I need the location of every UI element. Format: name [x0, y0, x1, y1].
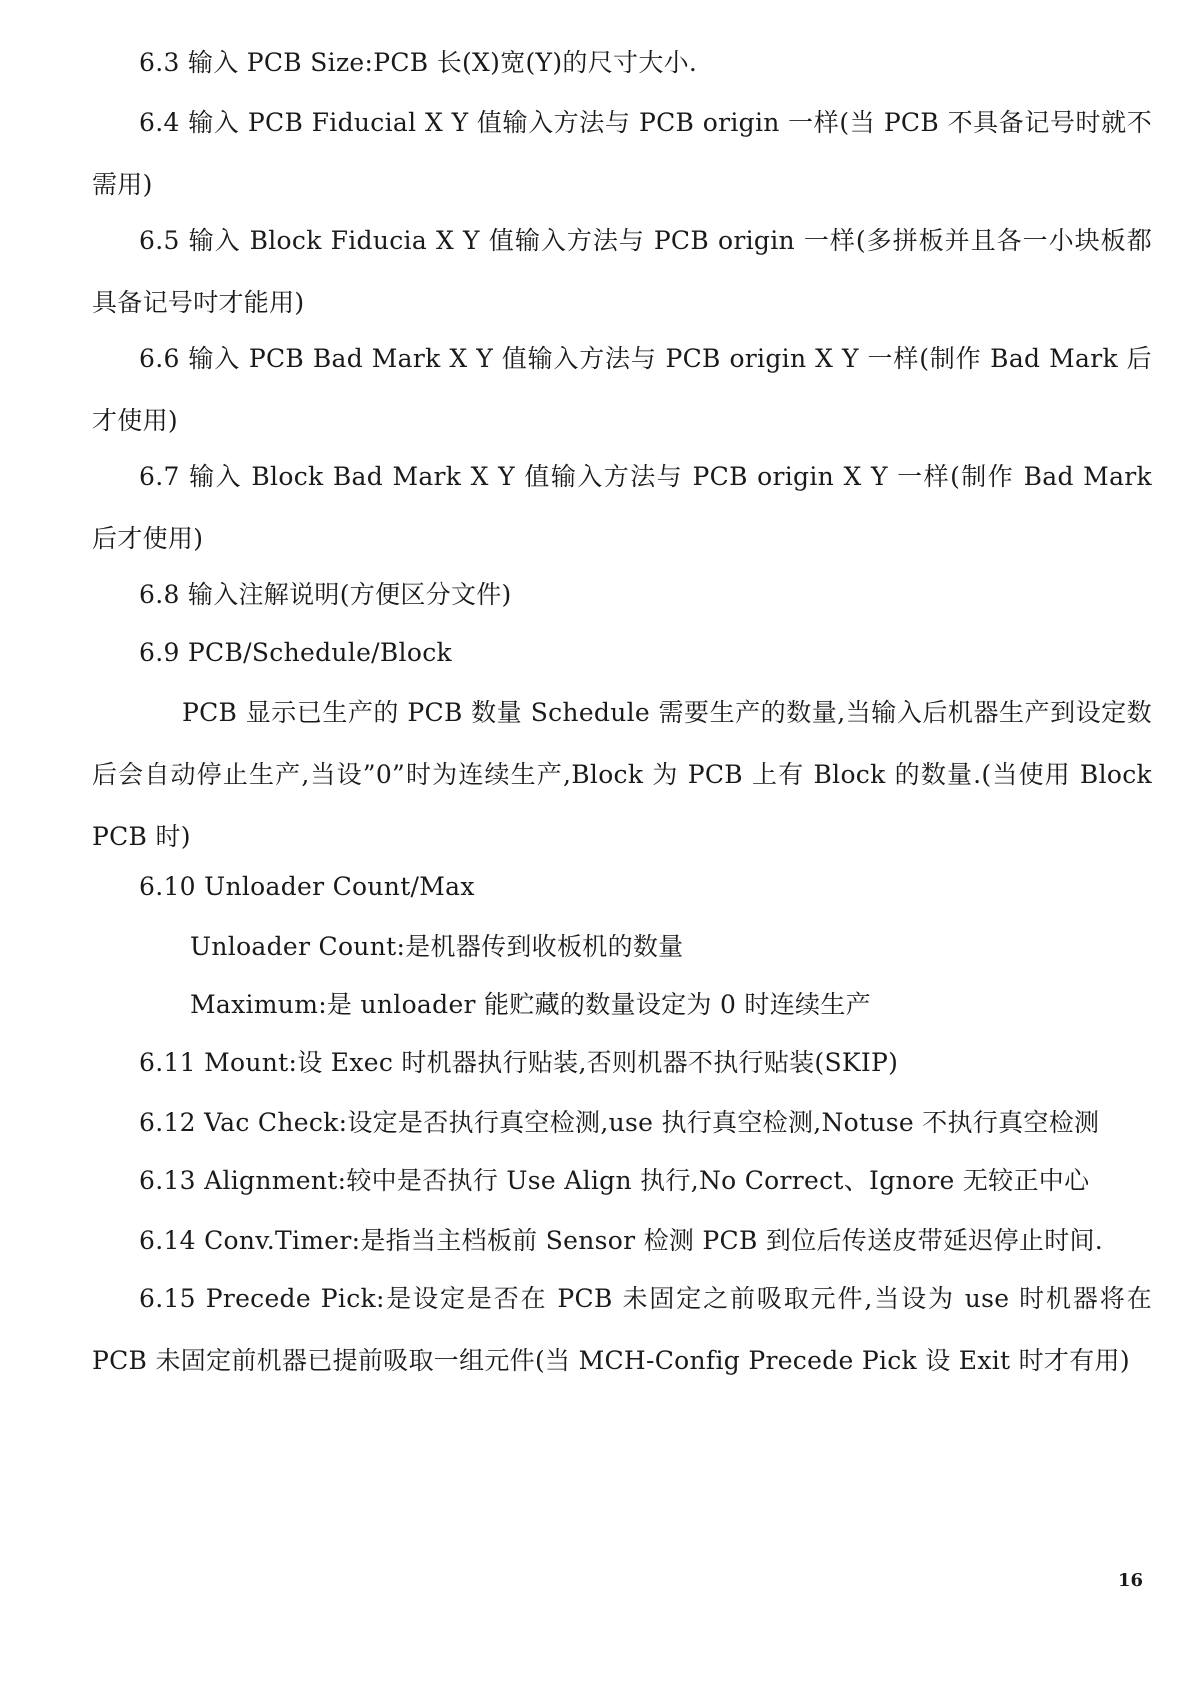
paragraph-6-14: 6.14 Conv.Timer:是指当主档板前 Sensor 检测 PCB 到位后传送皮带延迟停止时间.	[139, 1226, 1104, 1255]
paragraph-6-4: 6.4 输入 PCB Fiducial X Y 值输入方法与 PCB origin 一样(当 PCB 不具备记号时就不需用)	[92, 108, 1152, 199]
paragraph-6-12: 6.12 Vac Check:设定是否执行真空检测,use 执行真空检测,Notuse 不执行真空检测	[139, 1108, 1100, 1137]
paragraph-6-10-unloader-count: Unloader Count:是机器传到收板机的数量	[190, 932, 684, 961]
paragraph-6-9: 6.9 PCB/Schedule/Block	[139, 638, 452, 667]
paragraph-6-10: 6.10 Unloader Count/Max	[139, 872, 475, 901]
paragraph-6-11: 6.11 Mount:设 Exec 时机器执行贴装,否则机器不执行贴装(SKIP)	[139, 1048, 899, 1077]
paragraph-6-7: 6.7 输入 Block Bad Mark X Y 值输入方法与 PCB origin X Y 一样(制作 Bad Mark 后才使用)	[92, 462, 1152, 553]
paragraph-6-5: 6.5 输入 Block Fiducia X Y 值输入方法与 PCB origin 一样(多拼板并且各一小块板都具备记号吋才能用)	[92, 226, 1152, 317]
paragraph-6-15: 6.15 Precede Pick:是设定是否在 PCB 未固定之前吸取元件,当设为 use 时机器将在 PCB 未固定前机器已提前吸取一组元件(当 MCH-Config Precede Pick 设 Exit 时才有用)	[92, 1284, 1152, 1375]
paragraph-6-9-body: PCB 显示已生产的 PCB 数量 Schedule 需要生产的数量,当输入后机器生产到设定数后会自动停止生产,当设”0”时为连续生产,Block 为 PCB 上有 Block 的数量.(当使用 Block PCB 时)	[92, 698, 1152, 851]
paragraph-6-8: 6.8 输入注解说明(方便区分文件)	[139, 580, 512, 609]
paragraph-6-6: 6.6 输入 PCB Bad Mark X Y 值输入方法与 PCB origin X Y 一样(制作 Bad Mark 后才使用)	[92, 344, 1152, 435]
paragraph-6-13: 6.13 Alignment:较中是否执行 Use Align 执行,No Correct、Ignore 无较正中心	[139, 1166, 1090, 1195]
paragraph-6-3: 6.3 输入 PCB Size:PCB 长(X)宽(Y)的尺寸大小.	[139, 48, 698, 77]
paragraph-6-10-maximum: Maximum:是 unloader 能贮藏的数量设定为 0 时连续生产	[190, 990, 871, 1019]
page-number: 16	[1118, 1570, 1144, 1591]
